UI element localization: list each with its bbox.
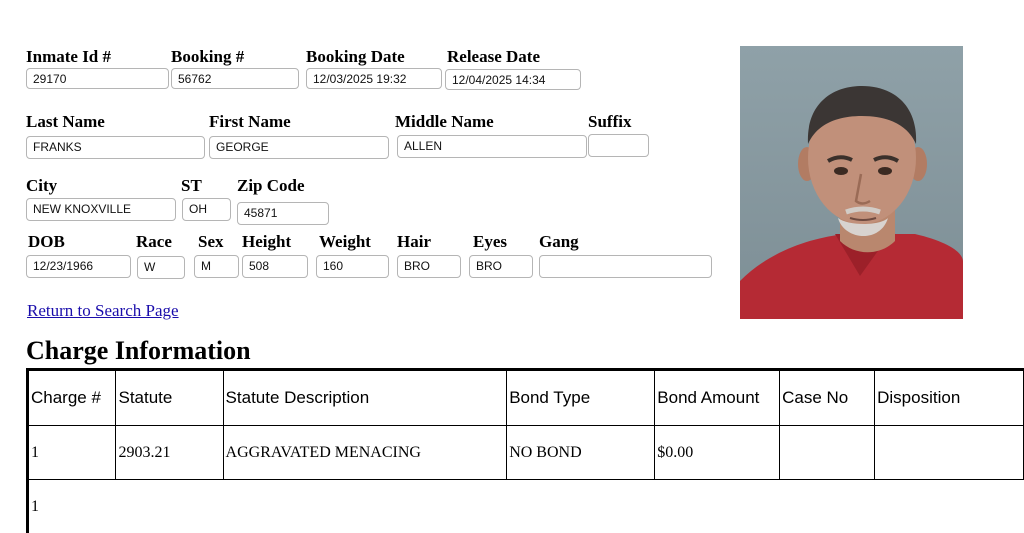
middle-name-label: Middle Name [395, 112, 494, 132]
table-row [28, 426, 1024, 480]
race-label: Race [136, 232, 172, 252]
charges-table [26, 368, 1024, 533]
weight-field[interactable]: 160 [316, 255, 389, 278]
first-name-label: First Name [209, 112, 291, 132]
inmate-id-field[interactable]: 29170 [26, 68, 169, 89]
bond-type-cell: NO BOND [507, 426, 655, 480]
booking-number-field[interactable]: 56762 [171, 68, 299, 89]
col-header-charge-number: Charge # [28, 370, 116, 426]
gang-label: Gang [539, 232, 579, 252]
col-header-case-no: Case No [780, 370, 875, 426]
release-date-label: Release Date [447, 47, 540, 67]
statute-description-cell: AGGRAVATED MENACING [223, 426, 507, 480]
middle-name-field[interactable]: ALLEN [397, 135, 587, 158]
weight-label: Weight [319, 232, 371, 252]
height-field[interactable]: 508 [242, 255, 308, 278]
col-header-statute: Statute [116, 370, 223, 426]
dob-field[interactable]: 12/23/1966 [26, 255, 131, 278]
bond-amount-cell: $0.00 [655, 426, 780, 480]
return-to-search-link[interactable]: Return to Search Page [27, 301, 179, 321]
hair-label: Hair [397, 232, 431, 252]
first-name-field[interactable]: GEORGE [209, 136, 389, 159]
state-label: ST [181, 176, 202, 196]
height-label: Height [242, 232, 291, 252]
state-field[interactable]: OH [182, 198, 231, 221]
city-label: City [26, 176, 57, 196]
eyes-label: Eyes [473, 232, 507, 252]
sex-label: Sex [198, 232, 224, 252]
hair-field[interactable]: BRO [397, 255, 461, 278]
statute-cell: 2903.21 [116, 426, 223, 480]
eyes-field[interactable]: BRO [469, 255, 533, 278]
case-no-cell [780, 426, 875, 480]
col-header-bond-type: Bond Type [507, 370, 655, 426]
zip-code-label: Zip Code [237, 176, 305, 196]
col-header-statute-description: Statute Description [223, 370, 507, 426]
charges-header-row [28, 370, 1024, 426]
gang-field[interactable] [539, 255, 712, 278]
last-name-label: Last Name [26, 112, 105, 132]
col-header-bond-amount: Bond Amount [655, 370, 780, 426]
booking-photo [740, 46, 963, 319]
sex-field[interactable]: M [194, 255, 239, 278]
suffix-field[interactable] [588, 134, 649, 157]
charge-information-title: Charge Information [26, 336, 251, 366]
booking-date-field[interactable]: 12/03/2025 19:32 [306, 68, 442, 89]
booking-number-label: Booking # [171, 47, 244, 67]
booking-date-label: Booking Date [306, 47, 405, 67]
dob-label: DOB [28, 232, 65, 252]
race-field[interactable]: W [137, 256, 185, 279]
city-field[interactable]: NEW KNOXVILLE [26, 198, 176, 221]
table-footer-row [28, 480, 1024, 533]
col-header-disposition: Disposition [875, 370, 1024, 426]
charge-number-cell: 1 [28, 426, 116, 480]
disposition-cell [875, 426, 1024, 480]
release-date-field[interactable]: 12/04/2025 14:34 [445, 69, 581, 90]
inmate-id-label: Inmate Id # [26, 47, 111, 67]
zip-code-field[interactable]: 45871 [237, 202, 329, 225]
suffix-label: Suffix [588, 112, 631, 132]
last-name-field[interactable]: FRANKS [26, 136, 205, 159]
footer-row-cell: 1 [28, 480, 1024, 533]
booking-photo-illustration [740, 46, 963, 319]
